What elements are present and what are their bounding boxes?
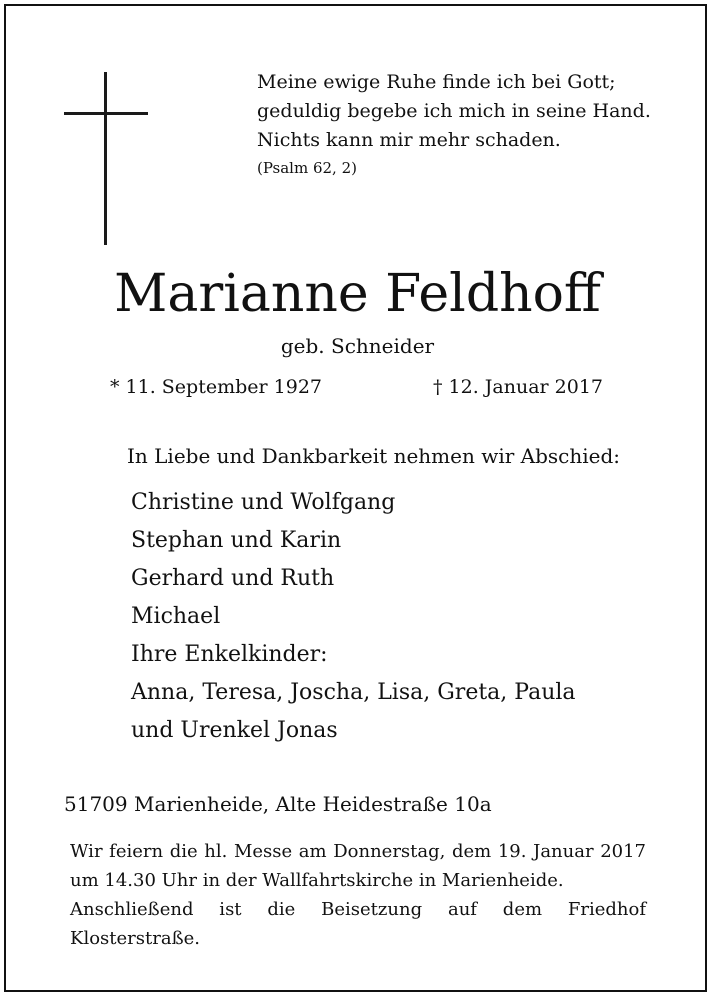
mourner-line: Michael [131,604,221,629]
mourner-line: Stephan und Karin [131,528,342,553]
service-info [70,837,646,953]
mourner-line: Gerhard und Ruth [131,566,335,591]
psalm-line: Nichts kann mir mehr schaden. [257,129,561,151]
service-line: Wir feiern die hl. Messe am Donnerstag, dem 19. Januar 2017 [70,841,646,862]
mourners-list [131,484,576,750]
service-line: Anschließend ist die Beisetzung auf dem Friedhof [70,899,646,920]
service-line: um 14.30 Uhr in der Wallfahrtskirche in Marienheide. [70,870,564,891]
deceased-name: Marianne Feldhoff [114,264,601,324]
address: 51709 Marienheide, Alte Heidestraße 10a [64,792,492,816]
psalm-line: Meine ewige Ruhe finde ich bei Gott; [257,71,616,93]
psalm-reference: (Psalm 62, 2) [257,159,357,177]
mourners-intro: In Liebe und Dankbarkeit nehmen wir Abschied: [127,444,620,468]
birth-name: geb. Schneider [280,334,435,358]
birth-date: * 11. September 1927 [110,376,322,398]
cross-vertical-bar [104,72,107,245]
mourner-line: Anna, Teresa, Joscha, Lisa, Greta, Paula [131,680,576,705]
service-line: Klosterstraße. [70,928,200,949]
mourner-line: und Urenkel Jonas [131,718,338,743]
psalm-quote [257,68,651,181]
cross-horizontal-bar [64,112,148,115]
mourner-line: Christine und Wolfgang [131,490,396,515]
psalm-line: geduldig begebe ich mich in seine Hand. [257,100,651,122]
mourner-line: Ihre Enkelkinder: [131,642,328,667]
death-date: † 12. Januar 2017 [433,376,604,398]
